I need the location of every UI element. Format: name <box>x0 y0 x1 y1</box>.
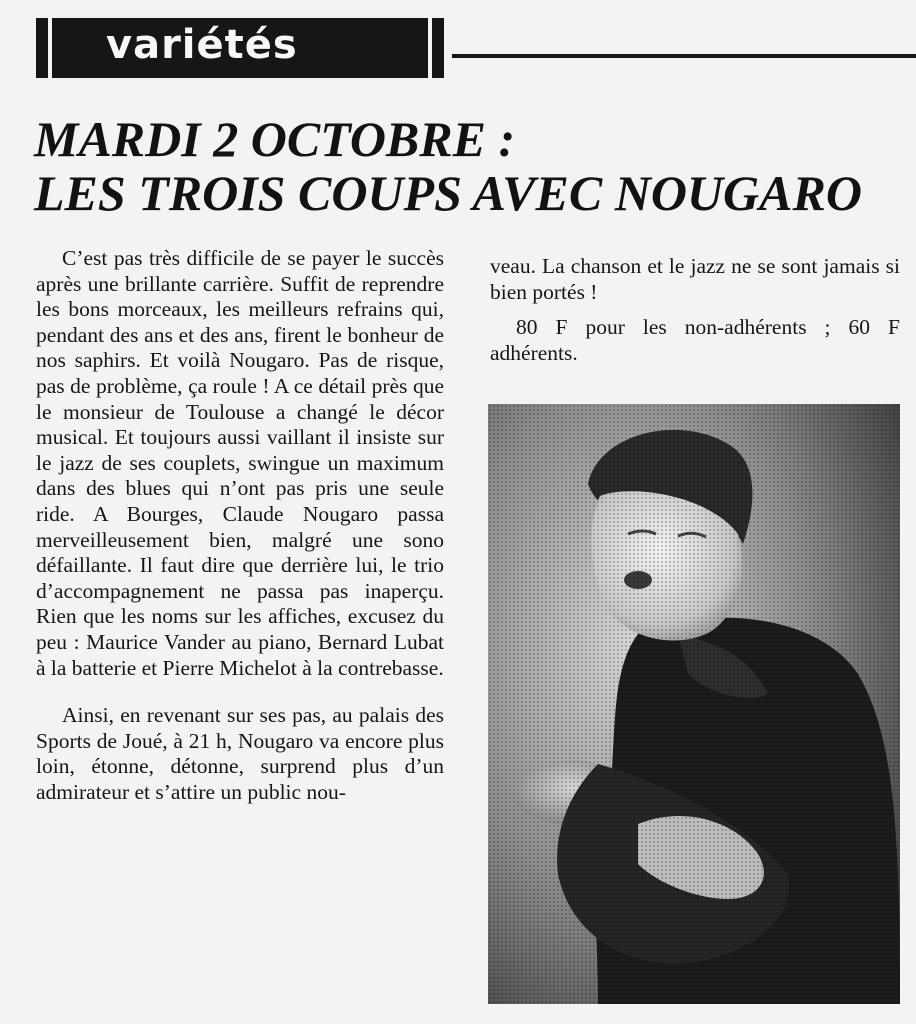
article-paragraph-2: Ainsi, en revenant sur ses pas, au palais des Sports de Joué, à 21 h, Nougaro va encore plus loin, étonne, détonne, surprend plus d’un admirateur et s’attire un public nou- <box>36 703 444 804</box>
headline-line-2: LES TROIS COUPS AVEC NOUGARO <box>34 165 862 221</box>
singer-photo-image <box>488 404 900 1004</box>
section-bar-tick-left <box>48 18 52 78</box>
article-column-2 <box>490 254 900 366</box>
section-label: variétés <box>106 22 298 68</box>
singer-photo <box>488 404 900 1004</box>
headline-line-1: MARDI 2 OCTOBRE : <box>34 111 516 167</box>
article-paragraph-1: C’est pas très difficile de se payer le succès après une brillante carrière. Suffit de reprendre les bons morceaux, les meilleurs refrains qui, pendant des ans et des ans, firent le bonheur de nos saphirs. Et voilà Nougaro. Pas de risque, pas de problème, ça roule ! A ce détail près que le monsieur de Toulouse a changé le décor musical. Et toujours aussi vaillant il insiste sur le jazz de ses couplets, swingue un maximum dans des blues qui n’ont pas pris une seule ride. A Bourges, Claude Nougaro passa merveilleusement bien, malgré une sono défaillante. Il faut dire que derrière lui, le trio d’accompagnement ne passa pas inaperçu. Rien que les noms sur les affiches, excusez du peu : Maurice Vander au piano, Bernard Lubat à la batterie et Pierre Michelot à la contrebasse. <box>36 246 444 680</box>
article-continuation: veau. La chanson et le jazz ne se sont jamais si bien portés ! <box>490 254 900 304</box>
section-label-box <box>36 18 444 78</box>
headline <box>34 112 904 220</box>
section-header <box>36 18 916 82</box>
section-bar-tick-right <box>428 18 432 78</box>
section-rule <box>452 54 916 58</box>
ticket-prices: 80 F pour les non-adhérents ; 60 F adhérents. <box>490 315 900 365</box>
article-column-1 <box>36 246 444 805</box>
